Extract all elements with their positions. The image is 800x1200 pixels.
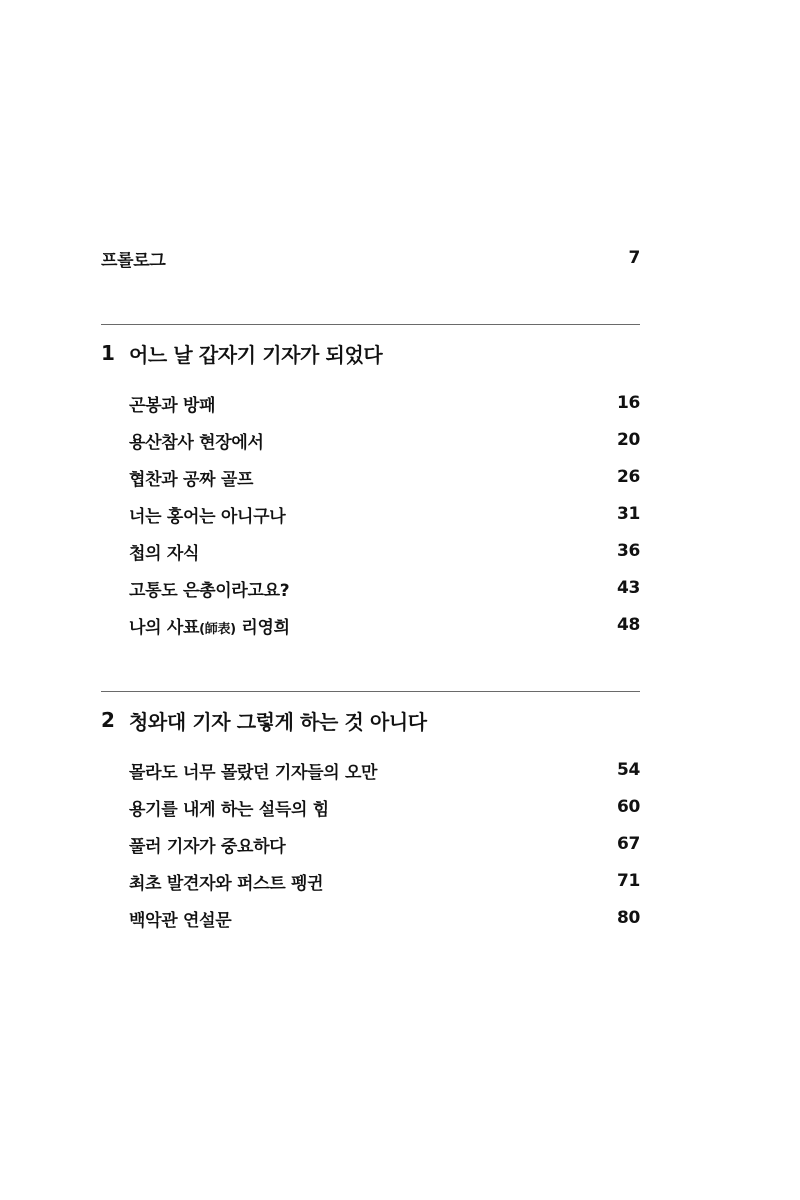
toc-entry[interactable] [101, 427, 640, 453]
toc-entry[interactable] [101, 390, 640, 416]
toc-entry-page: 43 [616, 578, 640, 598]
toc-entry-page: 48 [616, 615, 640, 635]
toc-entry[interactable] [101, 464, 640, 490]
toc-entry-title: 곤봉과 방패 [129, 395, 216, 416]
toc-entry-page: 16 [616, 393, 640, 413]
toc-entry[interactable] [101, 905, 640, 931]
toc-entry-title: 프롤로그 [101, 250, 166, 271]
chapter-heading-1[interactable] [101, 337, 382, 369]
toc-entry-page: 20 [616, 430, 640, 450]
toc-entry[interactable] [101, 868, 640, 894]
toc-entry[interactable] [101, 575, 640, 601]
toc-entry-page: 36 [616, 541, 640, 561]
toc-entry-title: 풀러 기자가 중요하다 [129, 836, 286, 857]
toc-entry-page: 71 [616, 871, 640, 891]
toc-entry-page: 80 [616, 908, 640, 928]
toc-entry-prologue[interactable] [101, 245, 640, 271]
toc-entry-title: 첩의 자식 [129, 543, 200, 564]
toc-entry-title-prefix: 나의 사표 [129, 617, 200, 638]
toc-entry[interactable] [101, 501, 640, 527]
toc-entry-title: 고통도 은총이라고요? [129, 580, 290, 601]
toc-entry-title-suffix: 리영희 [235, 617, 290, 638]
chapter-number: 2 [101, 708, 115, 732]
chapter-title: 어느 날 갑자기 기자가 되었다 [129, 342, 383, 367]
toc-entry-title: 협찬과 공짜 골프 [129, 469, 254, 490]
toc-entry-page: 54 [616, 760, 640, 780]
toc-entry-page: 60 [616, 797, 640, 817]
toc-entry-title: 백악관 연설문 [129, 910, 232, 931]
chapter-divider [101, 691, 640, 692]
toc-entry[interactable] [101, 831, 640, 857]
toc-entry-title: 최초 발견자와 퍼스트 펭귄 [129, 873, 324, 894]
toc-entry-page: 7 [628, 248, 640, 268]
chapter-heading-2[interactable] [101, 704, 427, 736]
toc-entry-page: 31 [616, 504, 640, 524]
toc-entry-title: 용산참사 현장에서 [129, 432, 264, 453]
chapter-divider [101, 324, 640, 325]
toc-entry-title [101, 613, 290, 638]
toc-entry[interactable] [101, 794, 640, 820]
toc-entry-title-hanja: (師表) [199, 621, 236, 637]
toc-entry-page: 26 [616, 467, 640, 487]
toc-entry-title: 몰라도 너무 몰랐던 기자들의 오만 [129, 762, 378, 783]
toc-entry[interactable] [101, 757, 640, 783]
toc-entry-title: 너는 홍어는 아니구나 [129, 506, 286, 527]
toc-entry-page: 67 [616, 834, 640, 854]
toc-entry-title: 용기를 내게 하는 설득의 힘 [129, 799, 329, 820]
chapter-title: 청와대 기자 그렇게 하는 것 아니다 [129, 709, 427, 734]
toc-entry[interactable] [101, 538, 640, 564]
toc-entry[interactable] [101, 612, 640, 638]
chapter-number: 1 [101, 341, 115, 365]
